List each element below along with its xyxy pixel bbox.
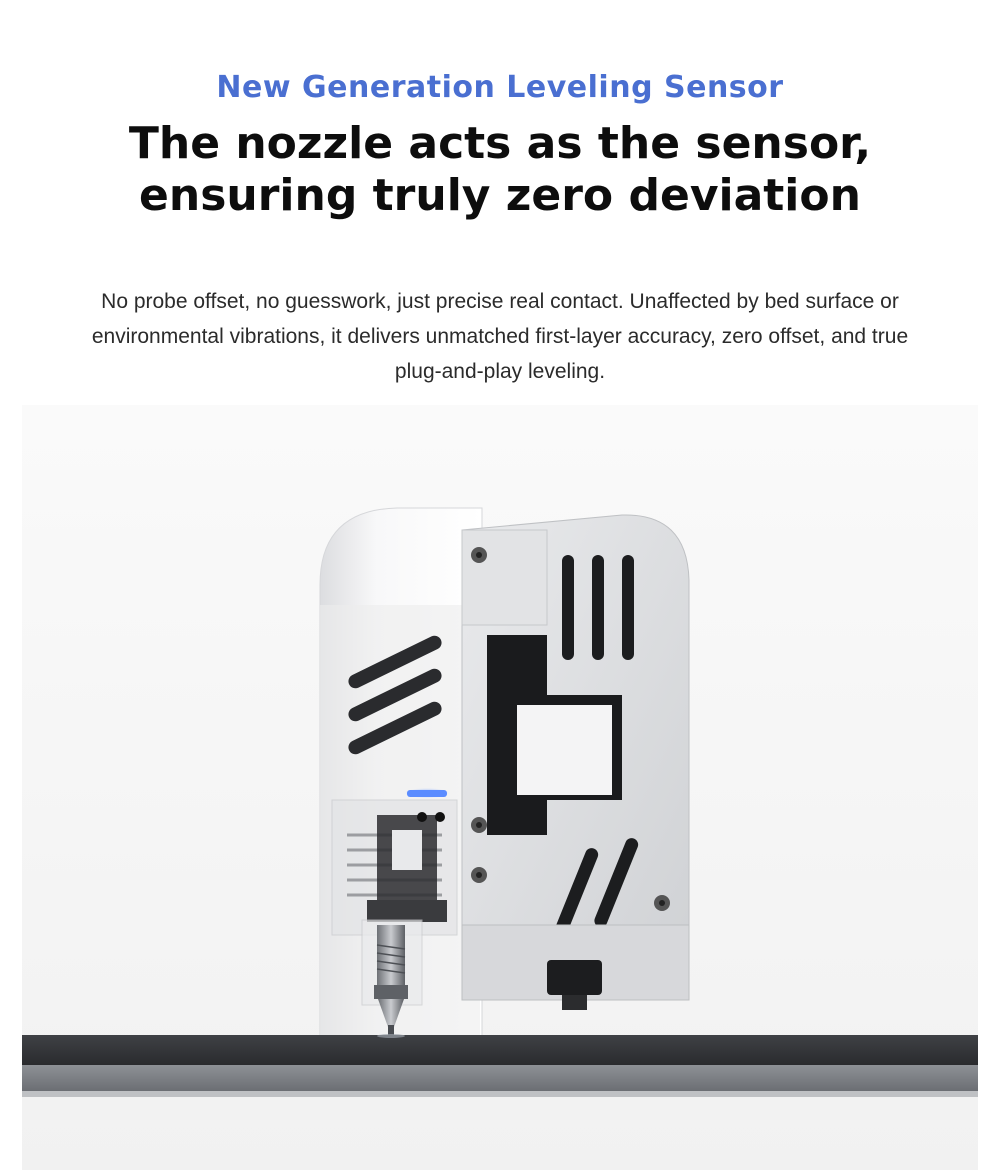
description-text: No probe offset, no guesswork, just precise real contact. Unaffected by bed surface or environmental vibrations, it delivers unmatched first-layer accuracy, zero offset, and true plug-and-play leveling.: [91, 290, 909, 383]
printhead-illustration: [22, 405, 978, 1170]
headline: The nozzle acts as the sensor, ensuring truly zero deviation: [128, 118, 872, 221]
eyebrow-title: New Generation Leveling Sensor: [216, 70, 784, 105]
product-scene: [22, 405, 978, 1170]
